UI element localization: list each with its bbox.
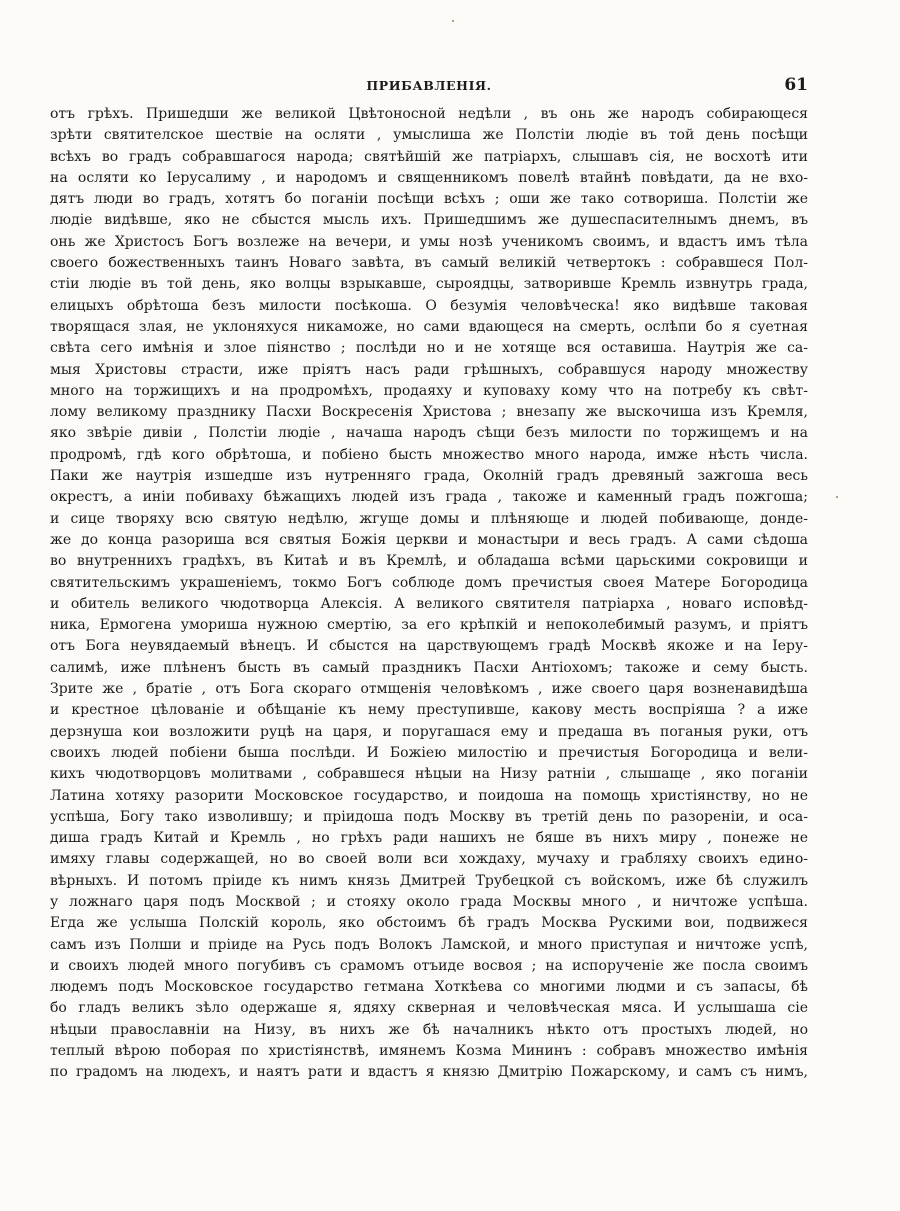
body-text xyxy=(50,104,808,1084)
text-line: Паки же наутрія изшедше изъ нутренняго града, Околній градъ древяный зажгоша весь xyxy=(50,468,808,485)
text-line: лому великому празднику Пасхи Воскресенія Христова ; внезапу же выскочиша изъ Кремля, xyxy=(50,404,808,421)
text-line: салимѣ, иже плѣненъ бысть въ самый праздникъ Пасхи Антіохомъ; такоже и сему бысть. xyxy=(50,659,808,676)
text-line: своего божественныхъ таинъ Новаго завѣта, въ самый великій четвертокъ : собравшеся Пол- xyxy=(50,255,808,272)
text-line: яко звѣріе дивіи , Полстіи людіе , начаша народъ сѣщи безъ милости по торжищемъ и на xyxy=(50,425,808,442)
text-line: елицыхъ обрѣтоша безъ милости посѣкоша. О безумія человѣческа! яко видѣвше таковая xyxy=(50,297,808,314)
text-line: ника, Ермогена умориша нужною смертію, за его крѣпкій и непоколебимый разумъ, и пріятъ xyxy=(50,617,808,634)
text-line: продромѣ, гдѣ кого обрѣтоша, и побіено бысть множество много народа, имже нѣсть числа. xyxy=(50,446,808,463)
text-line: окрестъ, а иніи побиваху бѣжащихъ людей изъ града , такоже и каменный градъ пожгоша; xyxy=(50,489,808,506)
text-line: своихъ людей побіени быша послѣди. И Божіею милостію и пречистыя Богородица и вели- xyxy=(50,744,808,761)
text-line: мыя Христовы страсти, иже пріятъ насъ ради грѣшныхъ, собравшуся народу множеству xyxy=(50,361,808,378)
running-header xyxy=(50,75,808,98)
text-line: теплый вѣрою поборая по христіянствѣ, имянемъ Козма Мининъ : собравъ множество имѣнія xyxy=(50,1043,808,1060)
text-line: самъ изъ Полши и пріиде на Русь подъ Волокъ Ламской, и много приступая и ничтоже успѣ, xyxy=(50,936,808,953)
text-line: Латина хотяху разорити Московское государство, и поидоша на помощь христіянству, но не xyxy=(50,787,808,804)
text-line: имяху главы содержащей, но во своей воли вси хождаху, мучаху и грабляху своихъ едино- xyxy=(50,851,808,868)
text-line: на осляти ко Іерусалиму , и народомъ и священникомъ повелѣ втайнѣ повѣдати, да не вхо- xyxy=(50,169,808,186)
text-line: онь же Христосъ Богъ возлеже на вечери, и умы нозѣ ученикомъ своимъ, и вдастъ имъ тѣла xyxy=(50,233,808,250)
text-line: диша градъ Китай и Кремль , но грѣхъ ради нашихъ не бяше въ нихъ миру , понеже не xyxy=(50,830,808,847)
text-line: и обитель великого чюдотворца Алексія. А великого святителя патріарха , новаго исповѣд- xyxy=(50,595,808,612)
text-line: во внутреннихъ градѣхъ, въ Китаѣ и въ Кремлѣ, и обладаша всѣми царьскими сокровищи и xyxy=(50,553,808,570)
text-line: успѣша, Богу тако изволившу; и пріидоша подъ Москву въ третій день по разореніи, и оса- xyxy=(50,808,808,825)
paper-speck xyxy=(836,496,838,498)
text-line: отъ грѣхъ. Пришедши же великой Цвѣтоносной недѣли , въ онь же народъ собирающеся xyxy=(50,106,808,122)
text-line: нѣцыи православніи на Низу, въ нихъ же бѣ началникъ нѣкто отъ простыхъ людей, но xyxy=(50,1021,808,1038)
text-line: вѣрныхъ. И потомъ пріиде къ нимъ князь Дмитрей Трубецкой съ войскомъ, иже бѣ служилъ xyxy=(50,872,808,889)
text-line: кихъ чюдотворцовъ молитвами , собравшеся нѣцыи на Низу ратніи , слышаще , яко поганіи xyxy=(50,766,808,783)
text-line: людіе видѣвше, яко не сбыстся мысль ихъ. Пришедшимъ же душеспасителнымъ днемъ, въ xyxy=(50,212,808,229)
text-line: и сице творяху всю святую недѣлю, жгуще домы и плѣняюще и людей побивающе, донде- xyxy=(50,510,808,527)
text-line: дерзнуша кои возложити руцѣ на царя, и поругашася ему и предаша въ поганыя руки, отъ xyxy=(50,723,808,740)
text-line: отъ Бога неувядаемый вѣнецъ. И сбыстся на царствующемъ градѣ Москвѣ якоже и на Іеру- xyxy=(50,638,808,655)
text-line: всѣхъ во градъ собравшагося народа; святѣйшій же патріархъ, слышавъ сія, не восхотѣ ити xyxy=(50,148,808,165)
text-line: свѣта сего имѣнія и злое піянство ; послѣди но и не хотяще вся оставиша. Наутрія же са- xyxy=(50,340,808,357)
text-line: святительскимъ украшеніемъ, токмо Богъ соблюде домъ пречистыя своея Матере Богородица xyxy=(50,574,808,591)
text-line: зрѣти святителское шествіе на осляти , умыслиша же Полстіи людіе въ той день посѣщи xyxy=(50,127,808,144)
text-line: же до конца разориша вся святыя Божія церкви и монастыри и весь градъ. А сами сѣдоша xyxy=(50,531,808,548)
text-line: у ложнаго царя подъ Москвой ; и стояху около града Москвы много , и ничтоже успѣша. xyxy=(50,893,808,910)
text-line: Зрите же , братіе , отъ Бога скораго отмщенія человѣкомъ , иже своего царя возненавидѣша xyxy=(50,681,808,698)
text-line: Егда же услыша Полскій король, яко обстоимъ бѣ градъ Москва Рускими вои, подвижеся xyxy=(50,915,808,932)
text-line: много на торжищихъ и на продромѣхъ, продаяху и куповаху кому что на потребу къ свѣт- xyxy=(50,382,808,399)
text-line: по градомъ на людехъ, и наятъ рати и вдастъ я князю Дмитрію Пожарскому, и самъ съ нимъ, xyxy=(50,1064,808,1081)
running-title: ПРИБАВЛЕНІЯ. xyxy=(366,78,492,93)
page-number: 61 xyxy=(784,75,808,95)
text-line: людемъ подъ Московское государство гетмана Хоткѣева со многими людми и съ запасы, бѣ xyxy=(50,979,808,996)
text-line: стіи людіе въ той день, яко волцы взрыкавше, сыроядцы, затворивше Кремль извнутрь града, xyxy=(50,276,808,293)
text-line: бо гладъ великъ зѣло одержаше я, ядяху скверная и человѣческая мяса. И услышаша сіе xyxy=(50,1000,808,1017)
text-line: и крестное цѣлованіе и обѣщаніе къ нему преступивше, какову месть воспріяша ? а иже xyxy=(50,702,808,719)
paper-speck xyxy=(452,20,454,22)
text-line: дятъ люди во градъ, хотятъ бо поганіи посѣщи всѣхъ ; оши же тако сотвориша. Полстіи же xyxy=(50,191,808,208)
text-line: и своихъ людей много погубивъ съ срамомъ отъиде восвоя ; на испорученіе же посла своимъ xyxy=(50,957,808,974)
text-line: творящася злая, не уклоняхуся никаможе, но сами вдающеся на смерть, ослѣпи бо я суетная xyxy=(50,318,808,335)
